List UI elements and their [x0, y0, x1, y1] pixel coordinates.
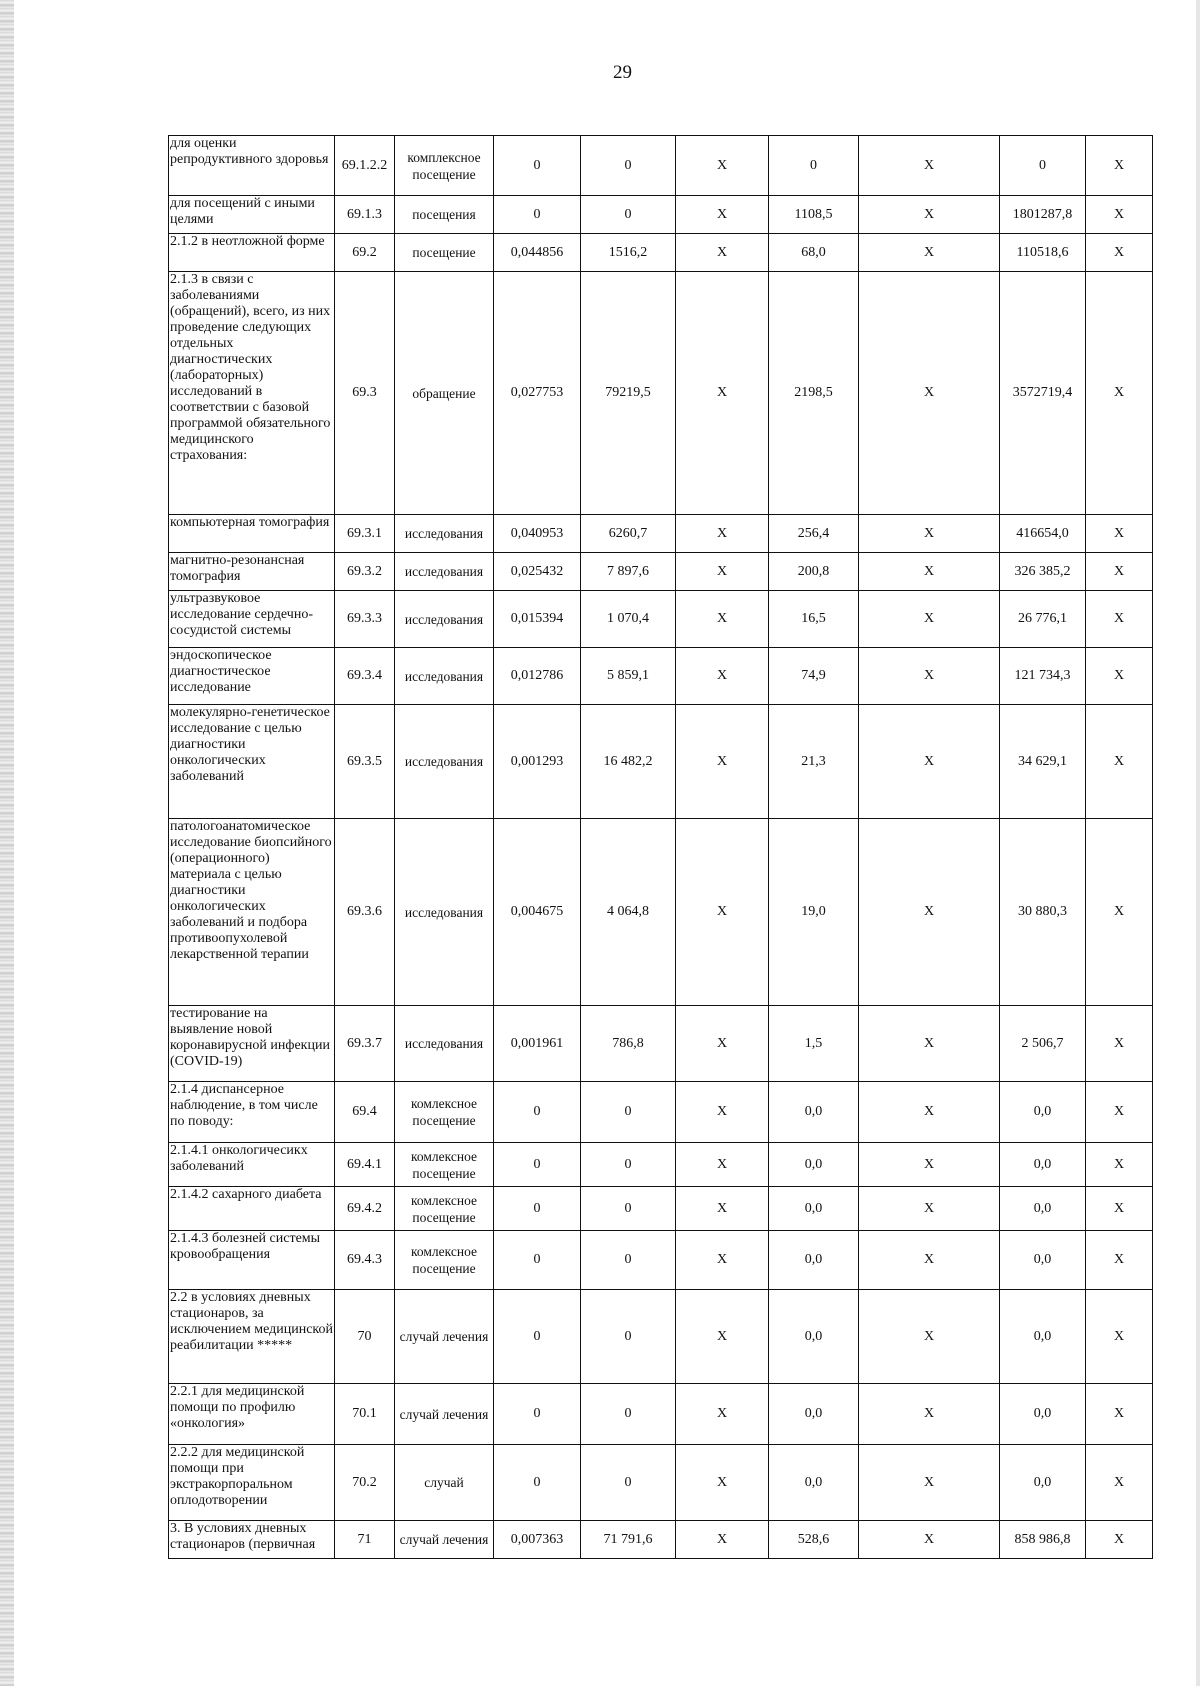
cell-x: Х [859, 1445, 1000, 1521]
cell-total: 2 506,7 [1000, 1006, 1086, 1082]
cell-unit: исследования [395, 705, 494, 819]
cell-per-capita: 0,0 [769, 1290, 859, 1384]
cell-name: для оценки репродуктивного здоровья [169, 136, 335, 196]
cell-norm: 0,044856 [494, 234, 581, 272]
cell-x: Х [676, 1187, 769, 1231]
table-row [169, 1082, 1153, 1143]
cell-x: Х [676, 1143, 769, 1187]
cell-x: Х [859, 234, 1000, 272]
cell-x: Х [859, 272, 1000, 515]
scan-edge-left [0, 0, 14, 1686]
cell-code: 69.3 [335, 272, 395, 515]
cell-code: 69.1.3 [335, 196, 395, 234]
cell-name: для посещений с иными целями [169, 196, 335, 234]
cell-code: 69.3.4 [335, 648, 395, 705]
cell-norm: 0 [494, 1445, 581, 1521]
cell-x: Х [676, 705, 769, 819]
cell-unit: комлексное посещение [395, 1231, 494, 1290]
cell-x: Х [676, 1231, 769, 1290]
cell-name: 3. В условиях дневных стационаров (первичная [169, 1521, 335, 1559]
cell-per-capita: 0,0 [769, 1384, 859, 1445]
cell-name: эндоскопическое диагностическое исследование [169, 648, 335, 705]
cell-x: Х [1086, 1006, 1153, 1082]
cell-cost: 7 897,6 [581, 553, 676, 591]
cell-norm: 0,001961 [494, 1006, 581, 1082]
cell-x: Х [859, 705, 1000, 819]
table-row [169, 1445, 1153, 1521]
table-row [169, 1384, 1153, 1445]
cell-total: 0,0 [1000, 1082, 1086, 1143]
page-number: 29 [613, 62, 632, 83]
cell-total: 110518,6 [1000, 234, 1086, 272]
cell-x: Х [859, 1082, 1000, 1143]
table-row [169, 1290, 1153, 1384]
cell-per-capita: 528,6 [769, 1521, 859, 1559]
cell-x: Х [1086, 136, 1153, 196]
cell-unit: комлексное посещение [395, 1082, 494, 1143]
cell-code: 69.4.3 [335, 1231, 395, 1290]
cell-per-capita: 0,0 [769, 1231, 859, 1290]
cell-per-capita: 0 [769, 136, 859, 196]
cell-unit: исследования [395, 515, 494, 553]
cell-x: Х [859, 196, 1000, 234]
cell-x: Х [859, 1521, 1000, 1559]
cell-unit: случай лечения [395, 1290, 494, 1384]
cell-cost: 0 [581, 1187, 676, 1231]
table-body [169, 136, 1153, 1559]
cell-unit: комлексное посещение [395, 1143, 494, 1187]
cell-name: ультразвуковое исследование сердечно-сосудистой системы [169, 591, 335, 648]
cell-per-capita: 0,0 [769, 1187, 859, 1231]
table-row [169, 819, 1153, 1006]
cell-total: 34 629,1 [1000, 705, 1086, 819]
cell-code: 69.2 [335, 234, 395, 272]
cell-code: 70.1 [335, 1384, 395, 1445]
cell-x: Х [1086, 1445, 1153, 1521]
table-row [169, 648, 1153, 705]
table-row [169, 1143, 1153, 1187]
cell-per-capita: 0,0 [769, 1143, 859, 1187]
cell-total: 121 734,3 [1000, 648, 1086, 705]
cell-per-capita: 74,9 [769, 648, 859, 705]
cell-name: 2.1.4.3 болезней системы кровообращения [169, 1231, 335, 1290]
cell-x: Х [676, 553, 769, 591]
cell-total: 858 986,8 [1000, 1521, 1086, 1559]
cell-cost: 16 482,2 [581, 705, 676, 819]
cell-norm: 0,040953 [494, 515, 581, 553]
cell-cost: 0 [581, 1384, 676, 1445]
cell-x: Х [676, 234, 769, 272]
cell-x: Х [676, 819, 769, 1006]
cell-code: 69.1.2.2 [335, 136, 395, 196]
cell-per-capita: 21,3 [769, 705, 859, 819]
cell-x: Х [1086, 553, 1153, 591]
cell-code: 69.3.1 [335, 515, 395, 553]
cell-cost: 0 [581, 136, 676, 196]
table-row [169, 136, 1153, 196]
cell-unit: исследования [395, 648, 494, 705]
cell-per-capita: 1108,5 [769, 196, 859, 234]
cell-code: 71 [335, 1521, 395, 1559]
cell-code: 69.3.5 [335, 705, 395, 819]
table-row [169, 1231, 1153, 1290]
cell-norm: 0,012786 [494, 648, 581, 705]
cell-per-capita: 256,4 [769, 515, 859, 553]
cell-cost: 0 [581, 1445, 676, 1521]
cell-unit: исследования [395, 1006, 494, 1082]
cell-cost: 786,8 [581, 1006, 676, 1082]
cell-x: Х [1086, 1082, 1153, 1143]
cell-name: молекулярно-генетическое исследование с целью диагностики онкологических заболеваний [169, 705, 335, 819]
cell-total: 0,0 [1000, 1445, 1086, 1521]
cell-x: Х [676, 1384, 769, 1445]
cell-unit: обращение [395, 272, 494, 515]
table-row [169, 234, 1153, 272]
cell-x: Х [1086, 272, 1153, 515]
cell-cost: 79219,5 [581, 272, 676, 515]
cell-x: Х [676, 1290, 769, 1384]
cell-x: Х [859, 553, 1000, 591]
cell-norm: 0,007363 [494, 1521, 581, 1559]
cell-name: 2.2.1 для медицинской помощи по профилю «онкология» [169, 1384, 335, 1445]
cell-unit: комплексное посещение [395, 136, 494, 196]
cell-x: Х [1086, 1384, 1153, 1445]
cell-per-capita: 68,0 [769, 234, 859, 272]
cell-per-capita: 19,0 [769, 819, 859, 1006]
cell-x: Х [859, 136, 1000, 196]
cell-name: 2.1.4 диспансерное наблюдение, в том числе по поводу: [169, 1082, 335, 1143]
cell-unit: исследования [395, 553, 494, 591]
scan-edge-right [1196, 0, 1200, 1686]
cell-x: Х [859, 591, 1000, 648]
cell-cost: 0 [581, 196, 676, 234]
cell-cost: 6260,7 [581, 515, 676, 553]
cell-x: Х [676, 591, 769, 648]
cell-x: Х [1086, 515, 1153, 553]
cell-total: 1801287,8 [1000, 196, 1086, 234]
cell-per-capita: 1,5 [769, 1006, 859, 1082]
cell-total: 30 880,3 [1000, 819, 1086, 1006]
cell-norm: 0,025432 [494, 553, 581, 591]
cell-code: 69.3.3 [335, 591, 395, 648]
cell-unit: посещение [395, 234, 494, 272]
cell-x: Х [676, 1006, 769, 1082]
cell-name: 2.2.2 для медицинской помощи при экстракорпоральном оплодотворении [169, 1445, 335, 1521]
cell-name: 2.1.3 в связи с заболеваниями (обращений), всего, из них проведение следующих отдельных диагностических (лабораторных) исследований в соответствии с базовой программой обязательного медицинского страхования: [169, 272, 335, 515]
cell-code: 69.3.6 [335, 819, 395, 1006]
table-row [169, 591, 1153, 648]
cell-name: компьютерная томография [169, 515, 335, 553]
cell-cost: 1 070,4 [581, 591, 676, 648]
cell-x: Х [676, 1521, 769, 1559]
table-row [169, 515, 1153, 553]
cell-unit: комлексное посещение [395, 1187, 494, 1231]
cell-unit: исследования [395, 819, 494, 1006]
cell-name: 2.1.4.1 онкологичесикх заболеваний [169, 1143, 335, 1187]
cell-norm: 0,001293 [494, 705, 581, 819]
cell-x: Х [1086, 196, 1153, 234]
cell-per-capita: 0,0 [769, 1082, 859, 1143]
tariff-table [168, 135, 1153, 1559]
table-row [169, 1006, 1153, 1082]
cell-norm: 0 [494, 1290, 581, 1384]
cell-x: Х [1086, 1231, 1153, 1290]
table-row [169, 553, 1153, 591]
cell-x: Х [859, 1290, 1000, 1384]
table-row [169, 196, 1153, 234]
cell-x: Х [1086, 819, 1153, 1006]
cell-x: Х [1086, 705, 1153, 819]
cell-x: Х [676, 1445, 769, 1521]
cell-cost: 1516,2 [581, 234, 676, 272]
cell-cost: 0 [581, 1231, 676, 1290]
cell-x: Х [1086, 1187, 1153, 1231]
cell-total: 326 385,2 [1000, 553, 1086, 591]
cell-norm: 0 [494, 1384, 581, 1445]
cell-per-capita: 0,0 [769, 1445, 859, 1521]
cell-x: Х [1086, 1290, 1153, 1384]
cell-cost: 4 064,8 [581, 819, 676, 1006]
cell-x: Х [676, 648, 769, 705]
cell-x: Х [676, 515, 769, 553]
cell-per-capita: 200,8 [769, 553, 859, 591]
cell-name: магнитно-резонансная томография [169, 553, 335, 591]
cell-norm: 0 [494, 136, 581, 196]
cell-code: 70 [335, 1290, 395, 1384]
cell-cost: 5 859,1 [581, 648, 676, 705]
cell-total: 416654,0 [1000, 515, 1086, 553]
cell-x: Х [859, 1384, 1000, 1445]
cell-x: Х [859, 648, 1000, 705]
cell-x: Х [1086, 648, 1153, 705]
cell-norm: 0,015394 [494, 591, 581, 648]
cell-norm: 0 [494, 1231, 581, 1290]
cell-name: 2.2 в условиях дневных стационаров, за исключением медицинской реабилитации ***** [169, 1290, 335, 1384]
cell-cost: 71 791,6 [581, 1521, 676, 1559]
cell-total: 0,0 [1000, 1384, 1086, 1445]
cell-code: 69.3.7 [335, 1006, 395, 1082]
table-row [169, 1521, 1153, 1559]
table-row [169, 705, 1153, 819]
cell-x: Х [1086, 234, 1153, 272]
cell-x: Х [859, 819, 1000, 1006]
cell-x: Х [676, 1082, 769, 1143]
cell-code: 69.4.2 [335, 1187, 395, 1231]
cell-x: Х [859, 1143, 1000, 1187]
cell-total: 0 [1000, 136, 1086, 196]
cell-total: 0,0 [1000, 1231, 1086, 1290]
cell-cost: 0 [581, 1290, 676, 1384]
cell-x: Х [859, 515, 1000, 553]
cell-total: 26 776,1 [1000, 591, 1086, 648]
cell-unit: исследования [395, 591, 494, 648]
cell-total: 0,0 [1000, 1187, 1086, 1231]
cell-per-capita: 16,5 [769, 591, 859, 648]
cell-x: Х [1086, 1521, 1153, 1559]
cell-x: Х [676, 136, 769, 196]
cell-norm: 0 [494, 1082, 581, 1143]
cell-x: Х [859, 1187, 1000, 1231]
cell-cost: 0 [581, 1143, 676, 1187]
cell-norm: 0 [494, 1187, 581, 1231]
cell-unit: случай лечения [395, 1384, 494, 1445]
cell-total: 0,0 [1000, 1290, 1086, 1384]
cell-x: Х [1086, 1143, 1153, 1187]
table-row [169, 1187, 1153, 1231]
cell-norm: 0,004675 [494, 819, 581, 1006]
cell-unit: посещения [395, 196, 494, 234]
cell-code: 69.4.1 [335, 1143, 395, 1187]
cell-code: 70.2 [335, 1445, 395, 1521]
cell-x: Х [859, 1006, 1000, 1082]
cell-unit: случай лечения [395, 1521, 494, 1559]
cell-norm: 0,027753 [494, 272, 581, 515]
cell-code: 69.3.2 [335, 553, 395, 591]
cell-x: Х [859, 1231, 1000, 1290]
cell-x: Х [676, 196, 769, 234]
cell-name: 2.1.4.2 сахарного диабета [169, 1187, 335, 1231]
cell-x: Х [1086, 591, 1153, 648]
cell-unit: случай [395, 1445, 494, 1521]
cell-cost: 0 [581, 1082, 676, 1143]
cell-total: 0,0 [1000, 1143, 1086, 1187]
table-row [169, 272, 1153, 515]
cell-norm: 0 [494, 1143, 581, 1187]
cell-name: патологоанатомическое исследование биопсийного (операционного) материала с целью диагностики онкологических заболеваний и подбора противоопухолевой лекарственной терапии [169, 819, 335, 1006]
cell-name: 2.1.2 в неотложной форме [169, 234, 335, 272]
cell-code: 69.4 [335, 1082, 395, 1143]
cell-total: 3572719,4 [1000, 272, 1086, 515]
cell-norm: 0 [494, 196, 581, 234]
cell-name: тестирование на выявление новой коронавирусной инфекции (COVID-19) [169, 1006, 335, 1082]
cell-per-capita: 2198,5 [769, 272, 859, 515]
cell-x: Х [676, 272, 769, 515]
